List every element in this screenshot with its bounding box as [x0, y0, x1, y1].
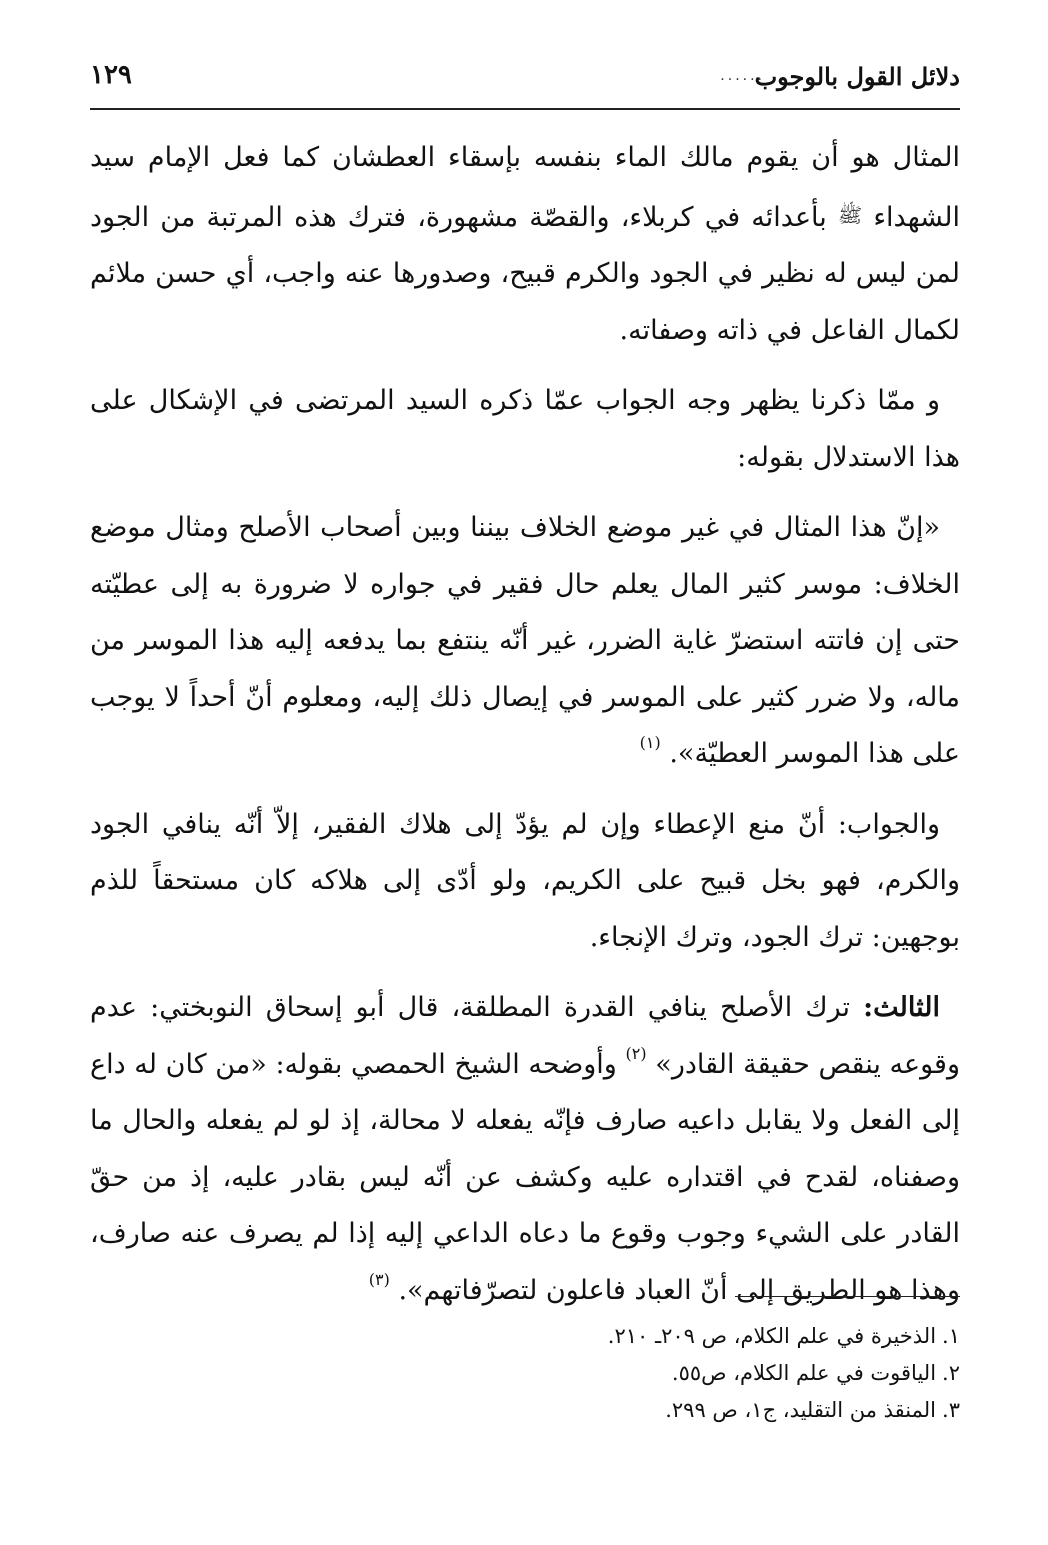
- footnote-item: [90, 1355, 960, 1392]
- footnote-number: ١.: [942, 1324, 960, 1348]
- header-rule: [90, 108, 960, 110]
- paragraph-1: [90, 130, 960, 359]
- footnotes-list: [90, 1318, 960, 1429]
- paragraph-1-text-a: المثال هو أن يقوم مالك الماء بنفسه بإسقاء العطشان كما فعل الإمام سيد الشهداء: [90, 142, 960, 233]
- footnote-text: الذخيرة في علم الكلام، ص ٢٠٩ـ ٢١٠.: [607, 1324, 937, 1348]
- page-header: [90, 58, 960, 98]
- paragraph-5-text-b: وأوضحه الشيخ الحمصي بقوله: «من كان له داع إلى الفعل ولا يقابل داعيه صارف فإنّه يفعله لا محالة، إذ لو لم يفعله والحال ما وصفناه، لقدح في اقتداره عليه وكشف عن أنّه ليس بقادر عليه، إذ من حقّ القادر على الشيء وجوب وقوع ما دعاه الداعي إليه إذا لم يصرف عنه صارف، وهذا هو الطريق إلى أنّ العباد فاعلون لتصرّفاتهم».: [90, 1048, 960, 1306]
- footnote-text: المنقذ من التقليد، ج١، ص ٢٩٩.: [665, 1398, 937, 1422]
- paragraph-2-text: و ممّا ذكرنا يظهر وجه الجواب عمّا ذكره السيد المرتضى في الإشكال على هذا الاستدلال بقوله:: [90, 385, 960, 473]
- paragraph-2: [90, 373, 960, 486]
- body-text: [90, 130, 960, 1333]
- paragraph-4: [90, 797, 960, 967]
- footnote-text: الياقوت في علم الكلام، ص٥٥.: [671, 1361, 937, 1385]
- footnote-ref-3[interactable]: (٣): [368, 1269, 390, 1289]
- section-lead-third: الثالث:: [863, 992, 940, 1023]
- paragraph-5: [90, 980, 960, 1319]
- paragraph-3-quote: [90, 500, 960, 783]
- book-page: [90, 0, 960, 1545]
- paragraph-4-text: والجواب: أنّ منع الإعطاء وإن لم يؤدّ إلى هلاك الفقير، إلاّ أنّه ينافي الجود والكرم، فهو بخل قبيح على الكريم، ولو أدّى إلى هلاكه كان مستحقاً للذم بوجهين: ترك الجود، وترك الإنجاء.: [90, 808, 960, 953]
- footnote-ref-2[interactable]: (٢): [625, 1043, 647, 1063]
- running-title: دلائل القول بالوجوب: [754, 62, 960, 91]
- footnote-item: [90, 1392, 960, 1429]
- paragraph-5-text-a: ترك الأصلح ينافي القدرة المطلقة، قال أبو إسحاق النوبختي: عدم وقوعه ينقص حقيقة القادر»: [90, 992, 960, 1080]
- footnote-number: ٢.: [942, 1361, 960, 1385]
- footnote-item: [90, 1318, 960, 1355]
- page-number: ١٢٩: [90, 60, 132, 90]
- footnote-separator: [735, 1296, 960, 1297]
- title-leader-dots: ......: [720, 68, 765, 84]
- paragraph-1-text-b: بأعدائه في كربلاء، والقصّة مشهورة، فترك هذه المرتبة من الجود لمن ليس له نظير في الجود والكرم قبيح، وصدورها عنه واجب، أي حسن ملائم لكمال الفاعل في ذاته وصفاته.: [90, 201, 960, 346]
- footnote-number: ٣.: [942, 1398, 960, 1422]
- footnote-ref-1[interactable]: (١): [639, 733, 661, 752]
- paragraph-3-text: «إنّ هذا المثال في غير موضع الخلاف بيننا وبين أصحاب الأصلح ومثال موضع الخلاف: موسر كثير المال يعلم حال فقير في جواره لا ضرورة به إلى عطيّته حتى إن فاتته استضرّ غاية الضرر، غير أنّه ينتفع بما يدفعه إليه هذا الموسر من ماله، ولا ضرر كثير على الموسر في إيصال ذلك إليه، ومعلوم أنّ أحداً لا يوجب على هذا الموسر العطيّة».: [90, 512, 960, 769]
- honorific-icon: ﷺ: [838, 202, 863, 227]
